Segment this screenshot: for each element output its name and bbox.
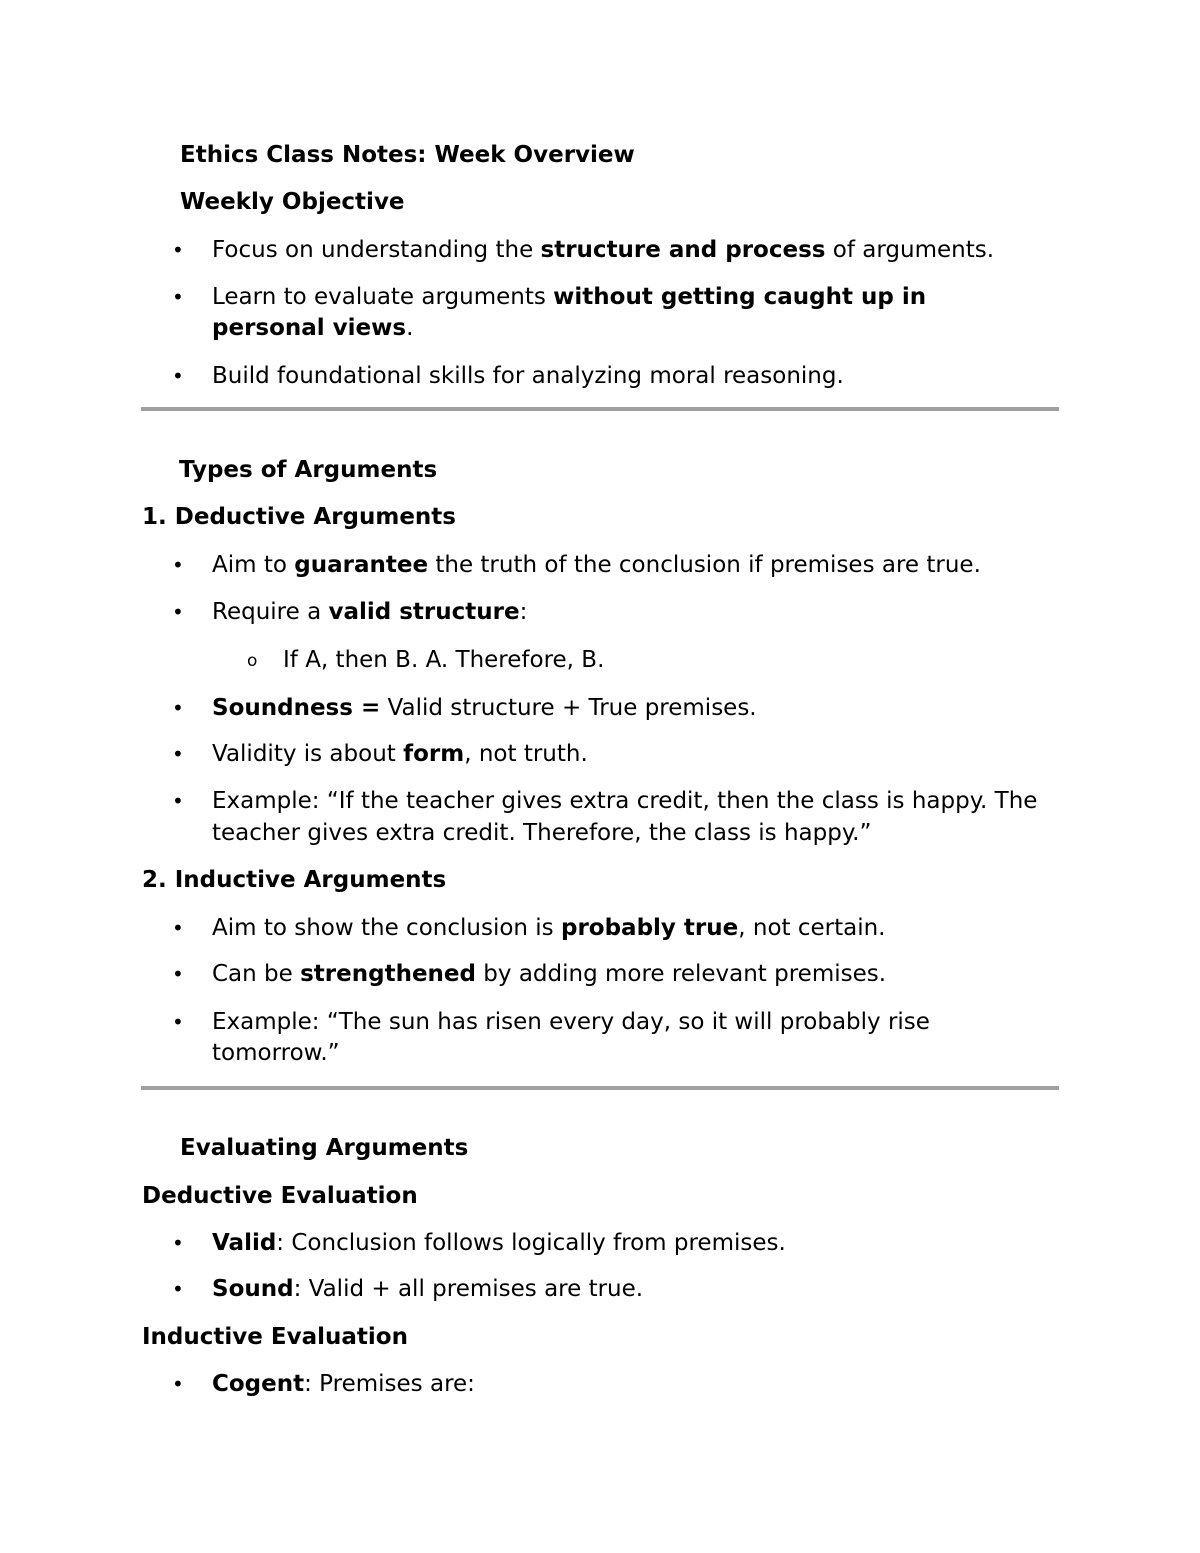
bullet-icon: • — [172, 1372, 184, 1396]
weekly-objective-heading: Weekly Objective — [180, 189, 405, 215]
sub-bullet-icon: o — [247, 651, 258, 671]
bullet-icon: • — [172, 364, 184, 388]
inductive-item-1: Aim to show the conclusion is probably true, not certain. — [212, 915, 886, 941]
inductive-item-3-line-1: Example: “The sun has risen every day, so it will probably rise — [212, 1009, 930, 1035]
deductive-item-4: Validity is about form, not truth. — [212, 741, 588, 767]
deductive-evaluation-heading: Deductive Evaluation — [142, 1183, 418, 1209]
deductive-item-2: Require a valid structure: — [212, 599, 528, 625]
types-of-arguments-heading: Types of Arguments — [179, 457, 438, 483]
deductive-item-5-line-1: Example: “If the teacher gives extra credit, then the class is happy. The — [212, 788, 1038, 814]
inductive-item-3-line-2: tomorrow.” — [212, 1040, 340, 1066]
bullet-icon: • — [172, 285, 184, 309]
document-title: Ethics Class Notes: Week Overview — [180, 142, 635, 168]
deductive-item-3: Soundness = Valid structure + True premises. — [212, 695, 757, 721]
bullet-icon: • — [172, 742, 184, 766]
objective-item-1: Focus on understanding the structure and process of arguments. — [212, 237, 995, 263]
bullet-icon: • — [172, 1231, 184, 1255]
objective-item-3: Build foundational skills for analyzing moral reasoning. — [212, 363, 844, 389]
deductive-sub-item-1: If A, then B. A. Therefore, B. — [283, 647, 605, 673]
bullet-icon: • — [172, 1010, 184, 1034]
bullet-icon: • — [172, 238, 184, 262]
bullet-icon: • — [172, 962, 184, 986]
section-divider — [141, 407, 1059, 411]
objective-item-2-line-1: Learn to evaluate arguments without getting caught up in — [212, 284, 927, 310]
bullet-icon: • — [172, 600, 184, 624]
bullet-icon: • — [172, 916, 184, 940]
inductive-item-2: Can be strengthened by adding more relevant premises. — [212, 961, 887, 987]
evaluating-arguments-heading: Evaluating Arguments — [180, 1135, 469, 1161]
deductive-eval-item-1: Valid: Conclusion follows logically from premises. — [212, 1230, 786, 1256]
deductive-item-5-line-2: teacher gives extra credit. Therefore, the class is happy.” — [212, 820, 872, 846]
deductive-arguments-heading: 1. Deductive Arguments — [142, 504, 456, 530]
deductive-item-1: Aim to guarantee the truth of the conclusion if premises are true. — [212, 552, 981, 578]
inductive-arguments-heading: 2. Inductive Arguments — [142, 867, 447, 893]
bullet-icon: • — [172, 696, 184, 720]
bullet-icon: • — [172, 553, 184, 577]
section-divider — [141, 1086, 1059, 1090]
objective-item-2-line-2: personal views. — [212, 315, 414, 341]
inductive-evaluation-heading: Inductive Evaluation — [142, 1324, 408, 1350]
bullet-icon: • — [172, 789, 184, 813]
deductive-eval-item-2: Sound: Valid + all premises are true. — [212, 1276, 644, 1302]
inductive-eval-item-1: Cogent: Premises are: — [212, 1371, 475, 1397]
bullet-icon: • — [172, 1277, 184, 1301]
